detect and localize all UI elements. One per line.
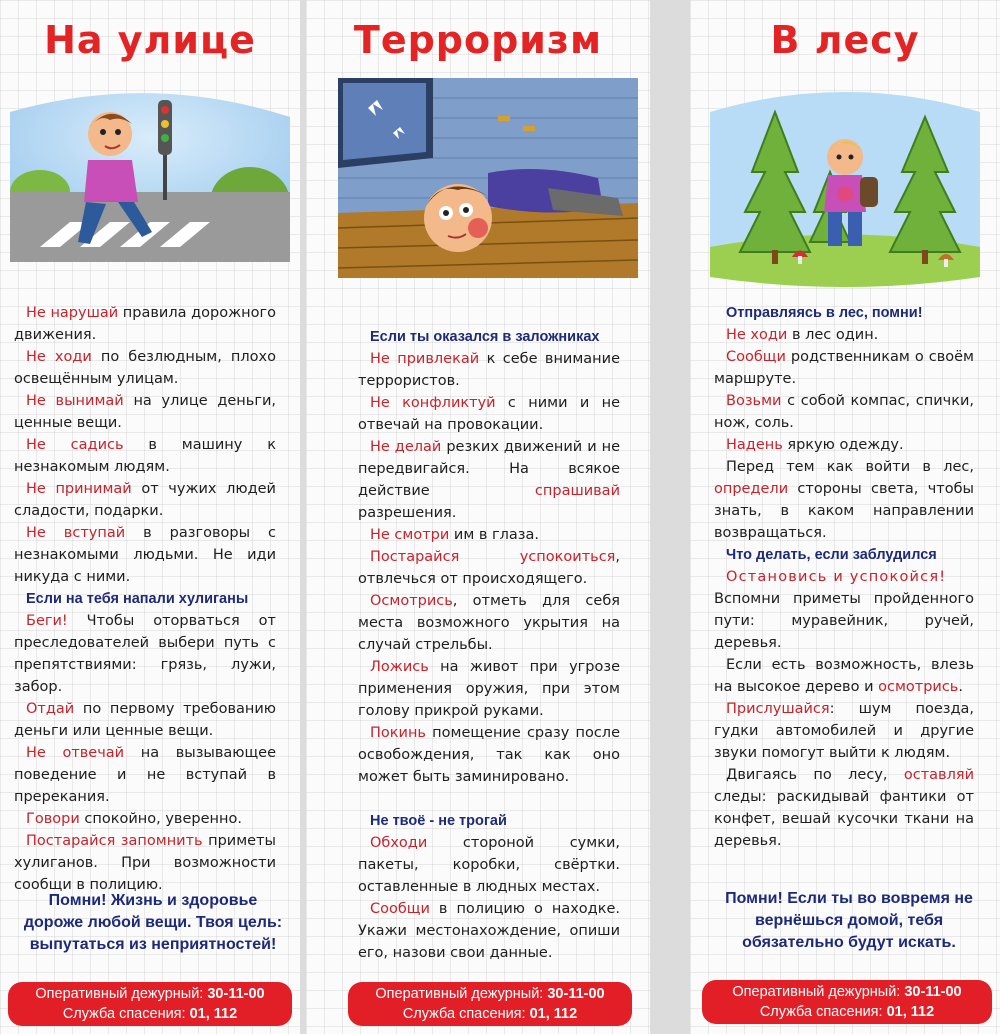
emergency-phones: Оперативный дежурный: 30-11-00 Служба спасения: 01, 112	[8, 982, 292, 1026]
bookmark-terrorism	[306, 0, 650, 1034]
rule-item: Постарайся запомнить приметы хулиганов. При возможности сообщи в полицию.	[14, 833, 276, 893]
rule-item: Сообщи родственникам о своём маршруте.	[714, 349, 974, 387]
rule-item: Говори спокойно, уверенно.	[26, 811, 242, 827]
rule-item: Остановись и успокойся!	[726, 569, 947, 585]
rule-item: Не ходи по безлюдным, плохо освещённым улицам.	[14, 349, 276, 387]
rule-item: Возьми с собой компас, спички, нож, соль.	[714, 393, 974, 431]
remember-note: Помни! Жизнь и здоровье дороже любой вещи. Твоя цель: выпутаться из неприятностей!	[23, 892, 283, 953]
rule-item: Ложись на живот при угрозе применения оружия, при этом голову прикрой руками.	[358, 659, 620, 719]
emergency-phones: Оперативный дежурный: 30-11-00 Служба спасения: 01, 112	[348, 982, 632, 1026]
rule-item: Не отвечай на вызывающее поведение и не вступай в пререкания.	[14, 745, 277, 805]
column-title: На улице	[44, 18, 256, 62]
rule-item: Не смотри им в глаза.	[370, 527, 540, 543]
terrorism-rules	[358, 326, 620, 964]
section-heading: Не твоё - не трогай	[370, 813, 507, 829]
section-heading: Если ты оказался в заложниках	[370, 329, 600, 345]
rule-item: Не ходи в лес один.	[726, 327, 879, 343]
section-heading: Если на тебя напали хулиганы	[26, 591, 249, 607]
rule-item: Не вынимай на улице деньги, ценные вещи.	[14, 393, 276, 431]
column-title: В лесу	[770, 18, 920, 62]
rule-item: Постарайся успокоиться, отвлечься от происходящего.	[358, 549, 620, 587]
section-heading: Что делать, если заблудился	[726, 547, 937, 563]
rule-item: Если есть возможность, влезь на высокое дерево и осмотрись.	[714, 657, 974, 695]
column-title: Терроризм	[353, 18, 603, 62]
rule-item: Прислушайся: шум поезда, гудки автомобилей и другие звуки помогут выйти к людям.	[714, 701, 974, 761]
remember-note: Помни! Если ты во вовремя не вернёшься домой, тебя обязательно будут искать.	[725, 890, 973, 951]
bookmark-street	[0, 0, 300, 1034]
rule-item: Сообщи в полицию о находке. Укажи местонахождение, опиши его, назови свои данные.	[358, 901, 620, 961]
rule-item: Не делай резких движений и не передвигайся. На всякое действие спрашивай разрешения.	[358, 439, 620, 521]
rule-item: Перед тем как войти в лес, определи стороны света, чтобы знать, в каком направлении возвращаться.	[714, 459, 974, 541]
hostage-illustration	[338, 78, 638, 278]
emergency-phones: Оперативный дежурный: 30-11-00 Служба спасения: 01, 112	[702, 980, 992, 1024]
rule-item: Не садись в машину к незнакомым людям.	[14, 437, 276, 475]
rule-item: Обходи стороной сумки, пакеты, коробки, свёртки. оставленные в людных местах.	[358, 835, 620, 895]
rule-item: Не вступай в разговоры с незнакомыми людьми. Не иди никуда с ними.	[14, 525, 276, 585]
rule-item: Отдай по первому требованию деньги или ценные вещи.	[14, 701, 276, 739]
forest-rules	[714, 302, 974, 852]
forest-illustration	[710, 72, 980, 292]
street-rules	[14, 302, 276, 896]
rule-item: Надень яркую одежду.	[726, 437, 904, 453]
rule-item: Двигаясь по лесу, оставляй следы: раскидывай фантики от конфет, вешай кусочки ткани на деревья.	[714, 767, 974, 849]
section-heading: Отправляясь в лес, помни!	[726, 305, 923, 321]
rule-item: Осмотрись, отметь для себя места возможного укрытия на случай стрельбы.	[358, 593, 620, 653]
street-crossing-illustration	[10, 72, 290, 262]
rule-item: Вспомни приметы пройденного пути: муравейник, ручей, деревья.	[714, 591, 974, 651]
rule-item: Не принимай от чужих людей сладости, подарки.	[14, 481, 276, 519]
rule-item: Не конфликтуй с ними и не отвечай на провокации.	[358, 395, 621, 433]
bookmark-forest	[690, 0, 1000, 1034]
rule-item: Беги! Чтобы оторваться от преследователей выбери путь с препятствиями: грязь, лужи, забор.	[14, 613, 276, 695]
rule-item: Покинь помещение сразу после освобождения, так как оно может быть заминировано.	[358, 725, 620, 785]
rule-item: Не привлекай к себе внимание террористов.	[358, 351, 620, 389]
rule-item: Не нарушай правила дорожного движения.	[14, 305, 276, 343]
